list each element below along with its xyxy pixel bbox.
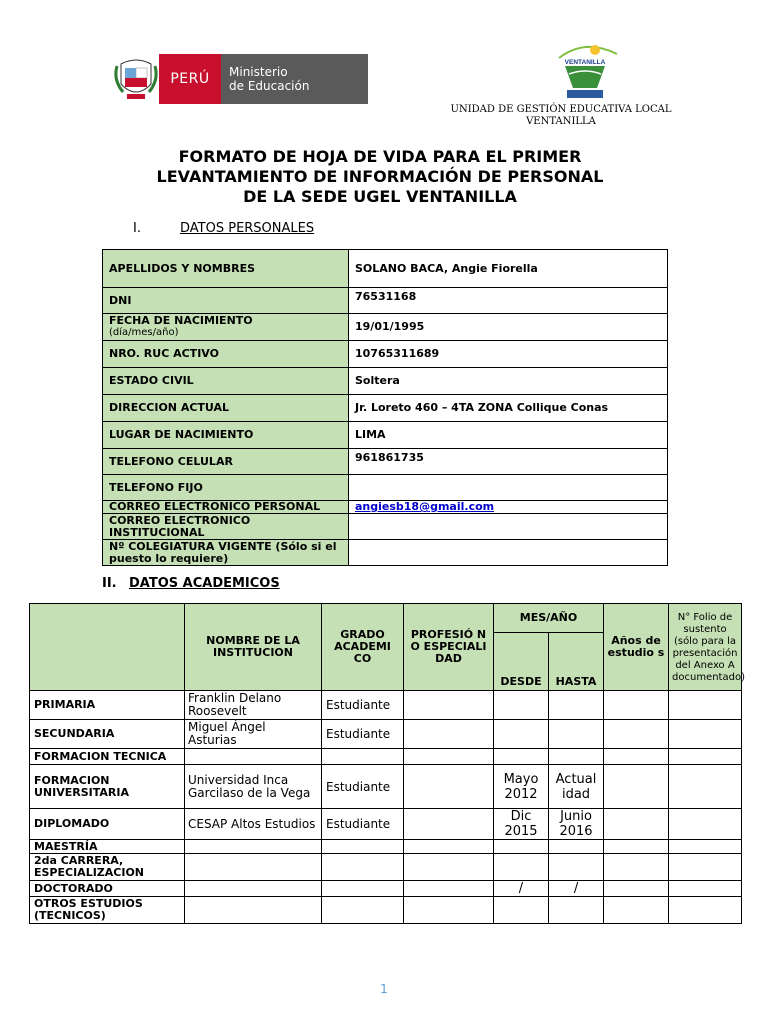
grado-cell: Estudiante bbox=[322, 765, 404, 809]
peru-label: PERÚ bbox=[159, 54, 221, 104]
table-row bbox=[103, 422, 668, 449]
level-cell: FORMACION TECNICA bbox=[30, 749, 185, 765]
institucion-cell bbox=[185, 749, 322, 765]
grado-cell: Estudiante bbox=[322, 691, 404, 720]
grado-cell: Estudiante bbox=[322, 720, 404, 749]
grado-cell bbox=[322, 854, 404, 881]
desde-cell bbox=[494, 749, 549, 765]
profesion-cell bbox=[404, 854, 494, 881]
page-title bbox=[90, 147, 670, 207]
institucion-cell bbox=[185, 897, 322, 924]
hasta-cell bbox=[549, 691, 604, 720]
row-label: ESTADO CIVIL bbox=[103, 368, 349, 395]
desde-header: DESDE bbox=[494, 633, 549, 691]
section2-number: II. bbox=[102, 576, 117, 591]
desde-cell bbox=[494, 840, 549, 854]
level-cell: 2da CARRERA, ESPECIALIZACION bbox=[30, 854, 185, 881]
anos-cell bbox=[604, 749, 669, 765]
profesion-header: PROFESIÓ N O ESPECIALI DAD bbox=[404, 604, 494, 691]
ugel-line2: VENTANILLA bbox=[526, 116, 596, 127]
row-value: LIMA bbox=[349, 422, 668, 449]
institucion-header: NOMBRE DE LA INSTITUCION bbox=[185, 604, 322, 691]
institucion-cell: CESAP Altos Estudios bbox=[185, 809, 322, 840]
institucion-cell: Franklin Delano Roosevelt bbox=[185, 691, 322, 720]
row-value bbox=[349, 514, 668, 540]
folio-cell bbox=[669, 720, 742, 749]
ministry-line2: de Educación bbox=[229, 79, 310, 93]
academic-data-table bbox=[29, 603, 745, 924]
row-label: DIRECCION ACTUAL bbox=[103, 395, 349, 422]
row-value: Soltera bbox=[349, 368, 668, 395]
table-row bbox=[103, 395, 668, 422]
ministry-label bbox=[221, 54, 368, 104]
grado-cell bbox=[322, 897, 404, 924]
institucion-cell bbox=[185, 840, 322, 854]
level-cell: MAESTRÍA bbox=[30, 840, 185, 854]
ministry-line1: Ministerio bbox=[229, 65, 288, 79]
folio-cell bbox=[669, 840, 742, 854]
grado-header: GRADO ACADEMI CO bbox=[322, 604, 404, 691]
hasta-cell bbox=[549, 840, 604, 854]
profesion-cell bbox=[404, 881, 494, 897]
folio-header bbox=[669, 604, 745, 691]
title-line3: DE LA SEDE UGEL VENTANILLA bbox=[243, 187, 517, 206]
anos-cell bbox=[604, 854, 669, 881]
folio-cell bbox=[669, 765, 742, 809]
row-label-sub: (día/mes/año) bbox=[109, 327, 179, 338]
row-value: SOLANO BACA, Angie Fiorella bbox=[349, 250, 668, 288]
desde-cell: Dic 2015 bbox=[494, 809, 549, 840]
profesion-cell bbox=[404, 897, 494, 924]
desde-cell bbox=[494, 691, 549, 720]
section2-heading: DATOS ACADEMICOS bbox=[129, 576, 280, 591]
anos-cell bbox=[604, 765, 669, 809]
folio-cell bbox=[669, 854, 742, 881]
row-label: NRO. RUC ACTIVO bbox=[103, 341, 349, 368]
row-label: Nº COLEGIATURA VIGENTE (Sólo si el puesto lo requiere) bbox=[103, 540, 349, 566]
title-line1: FORMATO DE HOJA DE VIDA PARA EL PRIMER bbox=[178, 147, 582, 166]
table-row bbox=[30, 897, 742, 924]
hasta-cell bbox=[549, 897, 604, 924]
title-line2: LEVANTAMIENTO DE INFORMACIÓN DE PERSONAL bbox=[156, 167, 604, 186]
level-cell: DOCTORADO bbox=[30, 881, 185, 897]
anos-cell bbox=[604, 840, 669, 854]
table-row bbox=[103, 501, 668, 514]
ugel-ventanilla-logo-icon bbox=[545, 40, 625, 102]
folio-cell bbox=[669, 881, 742, 897]
row-label: CORREO ELECTRONICO PERSONAL bbox=[103, 501, 349, 514]
row-value bbox=[349, 540, 668, 566]
section1-heading: DATOS PERSONALES bbox=[180, 221, 315, 236]
table-row bbox=[30, 840, 742, 854]
profesion-cell bbox=[404, 720, 494, 749]
row-label: APELLIDOS Y NOMBRES bbox=[103, 250, 349, 288]
row-label: CORREO ELECTRONICO INSTITUCIONAL bbox=[103, 514, 349, 540]
profesion-cell bbox=[404, 691, 494, 720]
row-label: TELEFONO FIJO bbox=[103, 475, 349, 501]
level-cell: OTROS ESTUDIOS (TECNICOS) bbox=[30, 897, 185, 924]
page-number: 1 bbox=[380, 982, 388, 996]
institucion-cell bbox=[185, 854, 322, 881]
mesano-header: MES/AÑO bbox=[494, 604, 604, 633]
table-row bbox=[30, 854, 742, 881]
hasta-cell bbox=[549, 720, 604, 749]
profesion-cell bbox=[404, 809, 494, 840]
ugel-caption bbox=[430, 104, 692, 128]
table-row bbox=[30, 720, 742, 749]
table-row bbox=[103, 475, 668, 501]
table-row bbox=[30, 881, 742, 897]
row-value: 10765311689 bbox=[349, 341, 668, 368]
table-row bbox=[30, 765, 742, 809]
institucion-cell bbox=[185, 881, 322, 897]
hasta-cell bbox=[549, 854, 604, 881]
ministerio-educacion-logo bbox=[113, 54, 368, 104]
row-label bbox=[103, 314, 349, 341]
table-row bbox=[103, 250, 668, 288]
row-value: 961861735 bbox=[349, 449, 668, 475]
folio-cell bbox=[669, 691, 742, 720]
grado-cell bbox=[322, 840, 404, 854]
table-row bbox=[103, 540, 668, 566]
section1-number: I. bbox=[133, 221, 141, 236]
row-value: 76531168 bbox=[349, 288, 668, 314]
row-label: DNI bbox=[103, 288, 349, 314]
level-cell: PRIMARIA bbox=[30, 691, 185, 720]
ugel-line1: UNIDAD DE GESTIÓN EDUCATIVA LOCAL bbox=[450, 104, 672, 115]
table-row bbox=[103, 288, 668, 314]
table-row bbox=[103, 314, 668, 341]
table-row bbox=[103, 449, 668, 475]
level-cell: FORMACION UNIVERSITARIA bbox=[30, 765, 185, 809]
desde-cell: / bbox=[494, 881, 549, 897]
profesion-cell bbox=[404, 749, 494, 765]
anos-cell bbox=[604, 691, 669, 720]
hasta-cell: Junio 2016 bbox=[549, 809, 604, 840]
anos-cell bbox=[604, 881, 669, 897]
level-cell: SECUNDARIA bbox=[30, 720, 185, 749]
institucion-cell: Miguel Ángel Asturias bbox=[185, 720, 322, 749]
hasta-header: HASTA bbox=[549, 633, 604, 691]
hasta-cell bbox=[549, 749, 604, 765]
grado-cell: Estudiante bbox=[322, 809, 404, 840]
table-row bbox=[30, 691, 742, 720]
personal-data-table bbox=[102, 249, 668, 566]
row-value bbox=[349, 501, 668, 514]
hasta-cell: / bbox=[549, 881, 604, 897]
row-label-main: FECHA DE NACIMIENTO bbox=[109, 314, 253, 327]
folio-header-label: N° Folio de sustento bbox=[677, 612, 733, 635]
folio-header-note: (sólo para la presentación del Anexo A documentado) bbox=[672, 636, 745, 683]
level-header bbox=[30, 604, 185, 691]
anos-cell bbox=[604, 720, 669, 749]
table-row bbox=[30, 809, 742, 840]
grado-cell bbox=[322, 749, 404, 765]
level-cell: DIPLOMADO bbox=[30, 809, 185, 840]
table-row bbox=[103, 514, 668, 540]
table-row bbox=[30, 749, 742, 765]
folio-cell bbox=[669, 749, 742, 765]
ugel-logo-text: VENTANILLA bbox=[564, 59, 606, 66]
folio-cell bbox=[669, 809, 742, 840]
row-label: LUGAR DE NACIMIENTO bbox=[103, 422, 349, 449]
desde-cell bbox=[494, 720, 549, 749]
desde-cell bbox=[494, 897, 549, 924]
desde-cell: Mayo 2012 bbox=[494, 765, 549, 809]
row-value bbox=[349, 475, 668, 501]
hasta-cell: Actual idad bbox=[549, 765, 604, 809]
profesion-cell bbox=[404, 765, 494, 809]
peru-coat-of-arms-icon bbox=[113, 54, 159, 104]
profesion-cell bbox=[404, 840, 494, 854]
row-label: TELEFONO CELULAR bbox=[103, 449, 349, 475]
anos-cell bbox=[604, 809, 669, 840]
anos-header: Años de estudio s bbox=[604, 604, 669, 691]
personal-email-link[interactable]: angiesb18@gmail.com bbox=[355, 500, 495, 513]
row-value: Jr. Loreto 460 – 4TA ZONA Collique Conas bbox=[349, 395, 668, 422]
desde-cell bbox=[494, 854, 549, 881]
table-row bbox=[103, 368, 668, 395]
institucion-cell: Universidad Inca Garcilaso de la Vega bbox=[185, 765, 322, 809]
folio-cell bbox=[669, 897, 742, 924]
anos-cell bbox=[604, 897, 669, 924]
header-row bbox=[30, 604, 742, 633]
table-row bbox=[103, 341, 668, 368]
row-value: 19/01/1995 bbox=[349, 314, 668, 341]
grado-cell bbox=[322, 881, 404, 897]
